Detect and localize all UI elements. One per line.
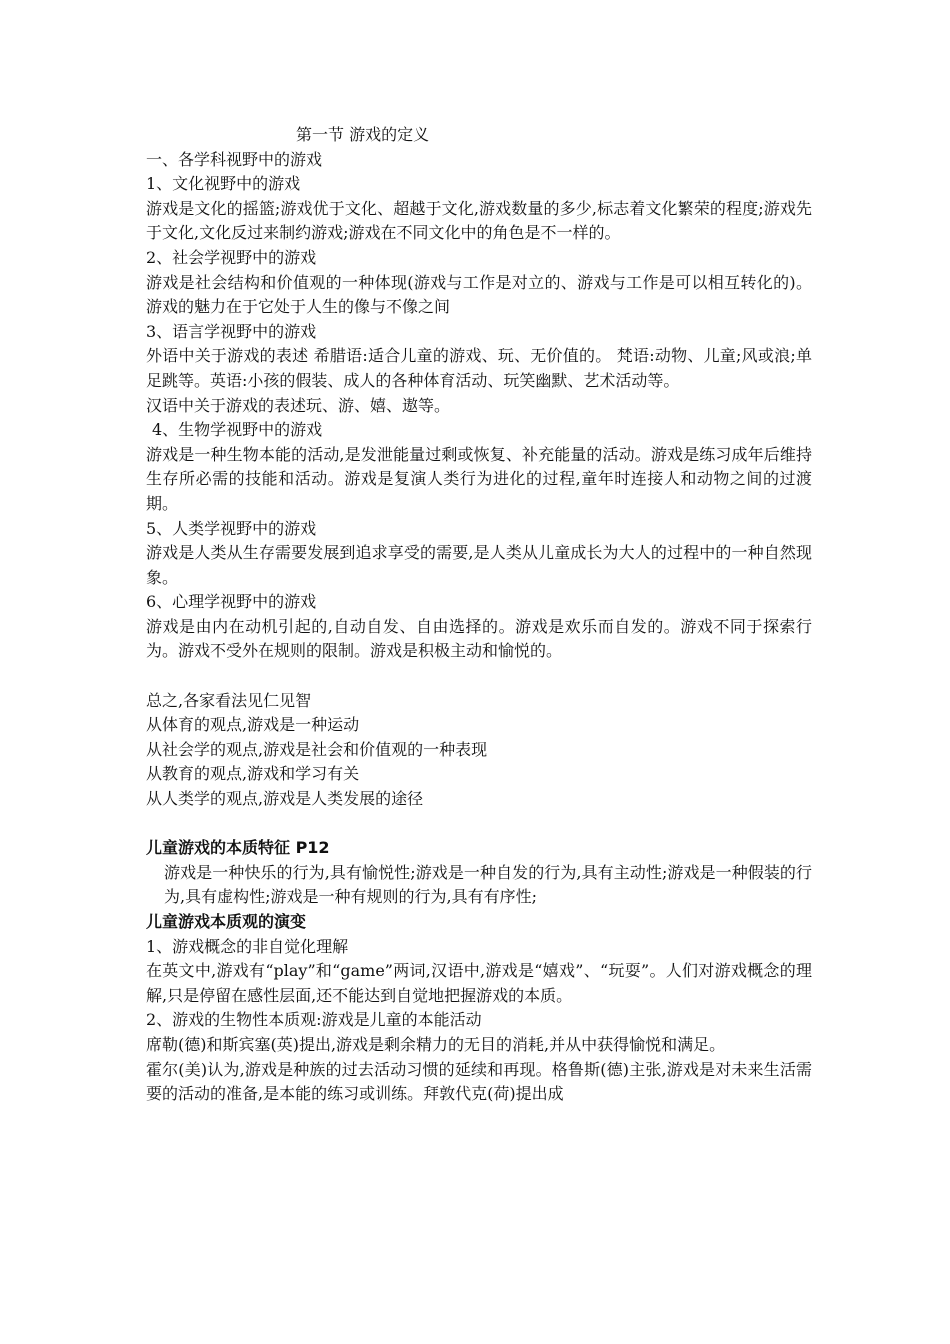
subsection-heading: 6、心理学视野中的游戏 <box>146 592 317 612</box>
document-page <box>146 123 812 1107</box>
paragraph: 游戏是文化的摇篮;游戏优于文化、超越于文化,游戏数量的多少,标志着文化繁荣的程度;游戏先于文化,文化反过来制约游戏;游戏在不同文化中的角色是不一样的。 <box>146 198 812 243</box>
section-heading: 一、各学科视野中的游戏 <box>146 149 323 169</box>
subsection-heading: 3、语言学视野中的游戏 <box>146 321 317 341</box>
subsection-heading: 2、社会学视野中的游戏 <box>146 247 317 267</box>
paragraph: 游戏是一种快乐的行为,具有愉悦性;游戏是一种自发的行为,具有主动性;游戏是一种假装的行为,具有虚构性;游戏是一种有规则的行为,具有有序性; <box>164 862 812 907</box>
paragraph: 游戏是社会结构和价值观的一种体现(游戏与工作是对立的、游戏与工作是可以相互转化的)。游戏的魅力在于它处于人生的像与不像之间 <box>146 272 812 317</box>
paragraph: 在英文中,游戏有“play”和“game”两词,汉语中,游戏是“嬉戏”、“玩耍”。人们对游戏概念的理解,只是停留在感性层面,还不能达到自觉地把握游戏的本质。 <box>146 961 812 1005</box>
paragraph: 游戏是由内在动机引起的,自动自发、自由选择的。游戏是欢乐而自发的。游戏不同于探索行为。游戏不受外在规则的限制。游戏是积极主动和愉悦的。 <box>146 616 812 661</box>
paragraph: 霍尔(美)认为,游戏是种族的过去活动习惯的延续和再现。格鲁斯(德)主张,游戏是对未来生活需要的活动的准备,是本能的练习或训练。拜敦代克(荷)提出成 <box>146 1059 812 1104</box>
paragraph: 游戏是人类从生存需要发展到追求享受的需要,是人类从儿童成长为大人的过程中的一种自然现象。 <box>146 543 812 587</box>
summary-line: 从社会学的观点,游戏是社会和价值观的一种表现 <box>146 739 488 759</box>
subsection-heading: 4、生物学视野中的游戏 <box>152 420 323 440</box>
subsection-heading: 2、游戏的生物性本质观:游戏是儿童的本能活动 <box>146 1010 482 1030</box>
blank-line <box>146 664 812 689</box>
blank-line <box>146 812 812 837</box>
summary-line: 总之,各家看法见仁见智 <box>146 690 312 710</box>
subsection-heading: 1、文化视野中的游戏 <box>146 174 301 194</box>
paragraph: 游戏是一种生物本能的活动,是发泄能量过剩或恢复、补充能量的活动。游戏是练习成年后维持生存所必需的技能和活动。游戏是复演人类行为进化的过程,童年时连接人和动物之间的过渡期。 <box>146 444 812 513</box>
section-heading-bold: 儿童游戏本质观的演变 <box>146 912 307 931</box>
subsection-heading: 5、人类学视野中的游戏 <box>146 518 317 538</box>
section-heading-bold: 儿童游戏的本质特征 P12 <box>146 838 330 858</box>
page-title: 第一节 游戏的定义 <box>296 125 430 144</box>
summary-line: 从人类学的观点,游戏是人类发展的途径 <box>146 789 424 809</box>
summary-line: 从教育的观点,游戏和学习有关 <box>146 764 360 784</box>
subsection-heading: 1、游戏概念的非自觉化理解 <box>146 936 349 956</box>
summary-line: 从体育的观点,游戏是一种运动 <box>146 715 360 735</box>
paragraph: 外语中关于游戏的表述 希腊语:适合儿童的游戏、玩、无价值的。 梵语:动物、儿童;风或浪;单足跳等。英语:小孩的假装、成人的各种体育活动、玩笑幽默、艺术活动等。 <box>146 346 812 390</box>
paragraph: 汉语中关于游戏的表述玩、游、嬉、遨等。 <box>146 395 451 415</box>
paragraph: 席勒(德)和斯宾塞(英)提出,游戏是剩余精力的无目的消耗,并从中获得愉悦和满足。 <box>146 1034 726 1054</box>
